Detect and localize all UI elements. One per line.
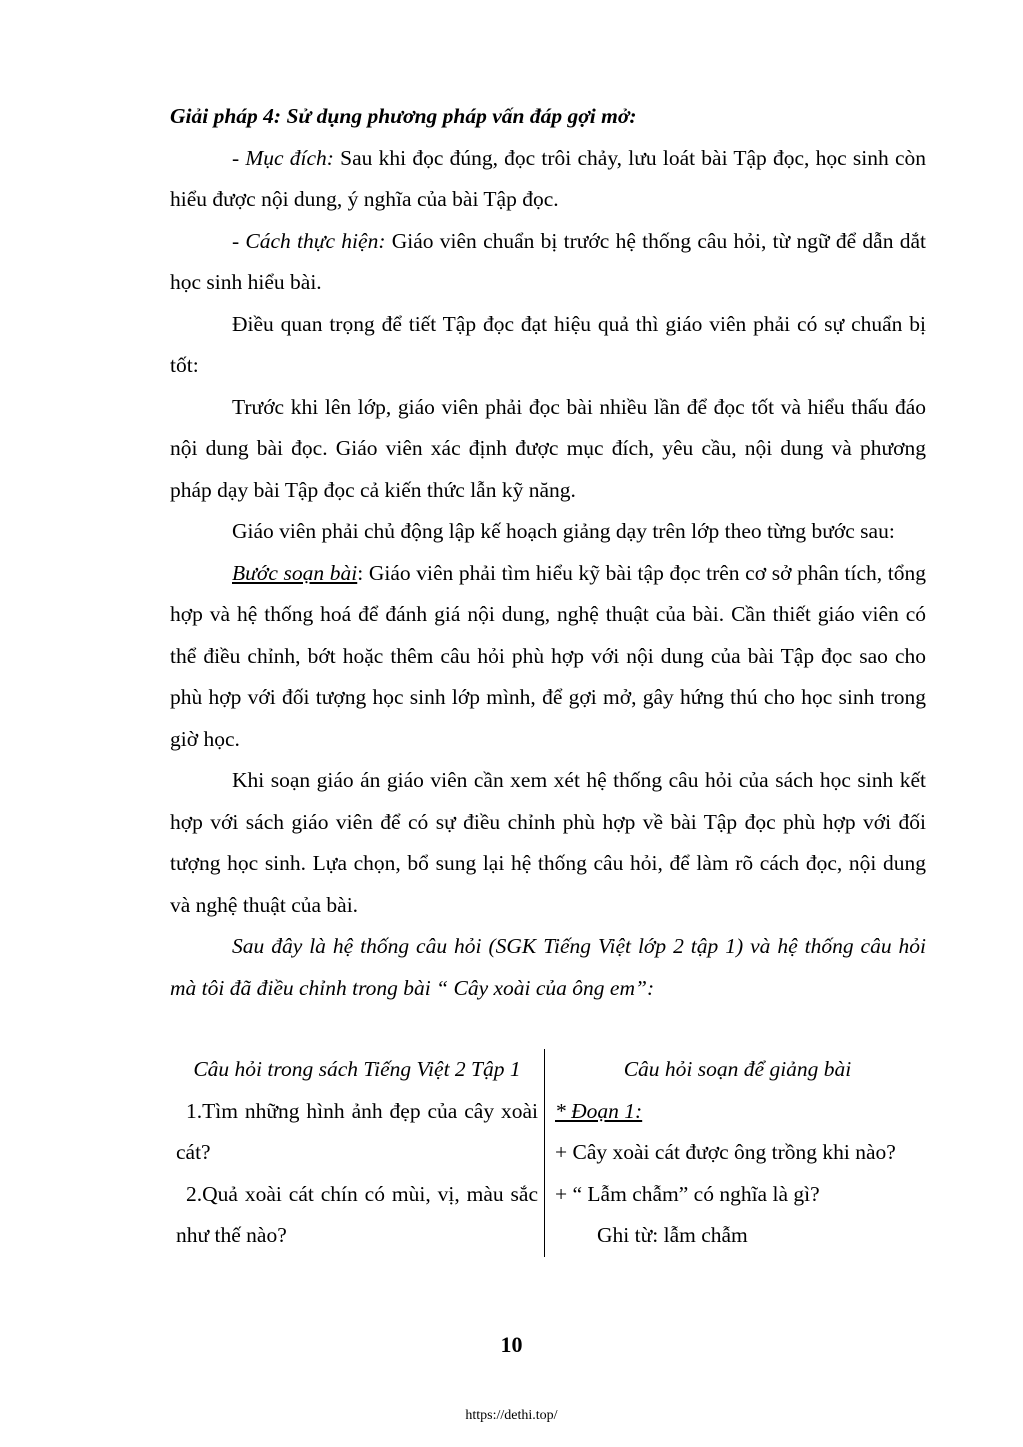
section-label-doan-1: * Đoạn 1: [555, 1098, 643, 1123]
buoc-soan-bai-text: : Giáo viên phải tìm hiểu kỹ bài tập đọc trên cơ sở phân tích, tổng hợp và hệ thống hoá để đánh giá nội dung, nghệ thuật của bài. Cần thiết giáo viên có thể điều chỉnh, bớt hoặc thêm câu hỏi phù hợp với nội dung của bài Tập đọc sao cho phù hợp với đối tượng học sinh lớp mình, để gợi mở, gây hứng thú cho học sinh trong giờ học. [170, 560, 926, 751]
buoc-soan-bai-paragraph [170, 553, 926, 761]
vocabulary-note: Ghi từ: lẫm chẫm [597, 1223, 748, 1247]
left-column-header: Câu hỏi trong sách Tiếng Việt 2 Tập 1 [193, 1057, 521, 1081]
left-column [170, 1049, 545, 1257]
textbook-question-1: 1.Tìm những hình ảnh đẹp của cây xoài cát? [176, 1098, 538, 1164]
muc-dich-paragraph [170, 138, 926, 221]
page-number: 10 [500, 1332, 523, 1357]
paragraph-question-intro: Sau đây là hệ thống câu hỏi (SGK Tiếng Việt lớp 2 tập 1) và hệ thống câu hỏi mà tôi đã điều chỉnh trong bài “ Cây xoài của ông em”: [170, 934, 926, 1000]
section-heading: Giải pháp 4: Sử dụng phương pháp vấn đáp gợi mở: [170, 104, 637, 128]
cach-thuc-hien-label: - Cách thực hiện: [232, 228, 386, 253]
right-column-header: Câu hỏi soạn để giảng bài [623, 1057, 852, 1081]
paragraph-lesson-plan: Khi soạn giáo án giáo viên cần xem xét hệ thống câu hỏi của sách học sinh kết hợp với sách giáo viên để có sự điều chỉnh phù hợp về bài Tập đọc phù hợp với đối tượng học sinh. Lựa chọn, bổ sung lại hệ thống câu hỏi, để làm rõ cách đọc, nội dung và nghệ thuật của bài. [170, 768, 926, 917]
lesson-question-1: + Cây xoài cát được ông trồng khi nào? [555, 1140, 896, 1164]
lesson-question-2: + “ Lẫm chẫm” có nghĩa là gì? [555, 1181, 820, 1206]
buoc-soan-bai-label: Bước soạn bài [232, 560, 358, 585]
right-column [545, 1049, 927, 1257]
cach-thuc-hien-text: Giáo viên chuẩn bị trước hệ thống câu hỏi, từ ngữ để dẫn dắt học sinh hiểu bài. [170, 228, 926, 294]
cach-thuc-hien-paragraph [170, 221, 926, 304]
paragraph-preparation: Điều quan trọng để tiết Tập đọc đạt hiệu quả thì giáo viên phải có sự chuẩn bị tốt: [170, 311, 926, 377]
paragraph-before-class: Trước khi lên lớp, giáo viên phải đọc bài nhiều lần để đọc tốt và hiểu thấu đáo nội dung bài đọc. Giáo viên xác định được mục đích, yêu cầu, nội dung và phương pháp dạy bài Tập đọc cả kiến thức lẫn kỹ năng. [170, 394, 926, 502]
footer-url: https://dethi.top/ [465, 1408, 558, 1423]
muc-dich-label: - Mục đích: [232, 145, 334, 170]
muc-dich-text: Sau khi đọc đúng, đọc trôi chảy, lưu loát bài Tập đọc, học sinh còn hiểu được nội dung, ý nghĩa của bài Tập đọc. [170, 145, 926, 211]
paragraph-planning: Giáo viên phải chủ động lập kế hoạch giảng dạy trên lớp theo từng bước sau: [232, 519, 895, 543]
document-body [170, 96, 926, 1009]
textbook-question-2: 2.Quả xoài cát chín có mùi, vị, màu sắc như thế nào? [176, 1181, 538, 1247]
question-comparison-table [170, 1049, 926, 1257]
